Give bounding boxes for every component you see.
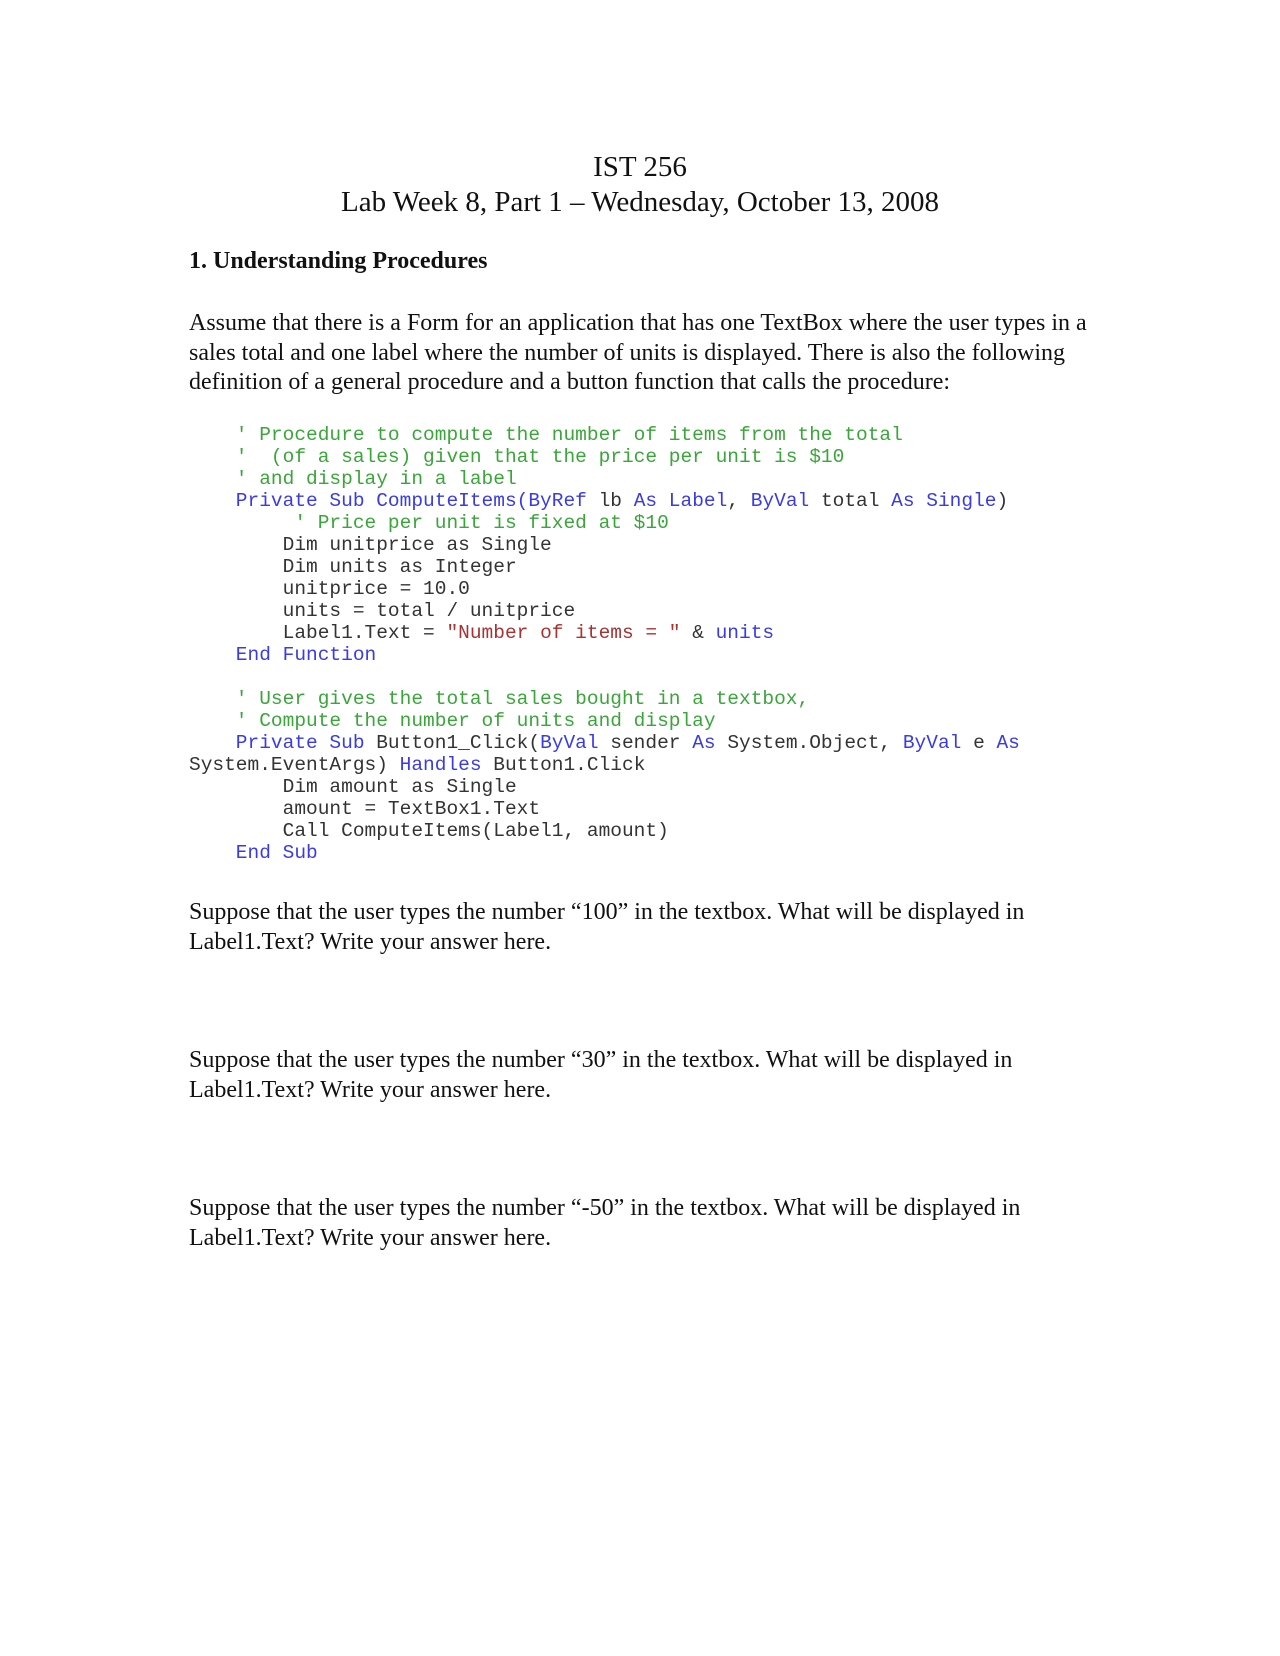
code-text: & [680,622,716,644]
code-string: "Number of items = " [446,622,681,644]
code-line [189,600,1189,622]
code-text: Call ComputeItems(Label1, amount) [189,820,669,842]
code-line [189,666,1189,688]
code-comment: ' Compute the number of units and display [189,710,716,732]
code-line [189,424,1189,446]
code-line [189,820,1189,842]
code-keyword: units [715,622,775,644]
code-text: sender [610,732,693,754]
code-keyword: ByVal [902,732,974,754]
code-comment: ' (of a sales) given that the price per unit is $10 [189,446,845,468]
code-line [189,732,1189,754]
code-line [189,688,1189,710]
code-line [189,490,1189,512]
code-text: Dim unitprice as Single [189,534,552,556]
code-comment: ' User gives the total sales bought in a textbox, [189,688,810,710]
code-line [189,468,1189,490]
code-keyword: As Label [633,490,728,512]
code-keyword: Private Sub ComputeItems(ByRef [189,490,599,512]
code-keyword: Handles [399,754,494,776]
question-2: Suppose that the user types the number “30” in the textbox. What will be displayed in Label1.Text? Write your answer here. [189,1047,1013,1103]
code-line [189,754,1189,776]
code-text: e [973,732,997,754]
intro-paragraph: Assume that there is a Form for an application that has one TextBox where the user types in a sales total and one label where the number of units is displayed. There is also the following definition of a general procedure and a button function that calls the procedure: [189,310,1087,395]
code-line [189,556,1189,578]
code-line [189,644,1189,666]
code-text: System.Object, [727,732,903,754]
code-keyword: As [996,732,1020,754]
code-text: ) [996,490,1009,512]
code-text: total [820,490,892,512]
code-line [189,776,1189,798]
code-keyword: As Single [891,490,997,512]
code-keyword: End Function [189,644,377,666]
code-keyword: ByVal [750,490,821,512]
code-comment: ' Price per unit is fixed at $10 [189,512,669,534]
section-heading: 1. Understanding Procedures [189,248,488,274]
code-keyword: ByVal [540,732,611,754]
code-comment: ' and display in a label [189,468,517,490]
code-line [189,534,1189,556]
code-keyword: End Sub [189,842,318,864]
question-3: Suppose that the user types the number “-50” in the textbox. What will be displayed in Label1.Text? Write your answer here. [189,1195,1021,1251]
code-line [189,710,1189,732]
lab-title: Lab Week 8, Part 1 – Wednesday, October 13, 2008 [340,186,939,218]
code-text: Button1.Click [493,754,646,776]
question-1: Suppose that the user types the number “100” in the textbox. What will be displayed in Label1.Text? Write your answer here. [189,899,1025,955]
code-line [189,622,1189,644]
code-text: Dim units as Integer [189,556,517,578]
code-comment: ' Procedure to compute the number of items from the total [189,424,903,446]
code-line [189,578,1189,600]
code-text: , [727,490,751,512]
code-text: amount = TextBox1.Text [189,798,541,820]
code-text: Label1.Text = [189,622,447,644]
code-listing [189,424,1189,864]
code-text: System.EventArgs) [189,754,400,776]
course-title: IST 256 [593,151,687,183]
code-text: unitprice = 10.0 [189,578,470,600]
code-keyword: Private Sub [189,732,377,754]
code-text: Button1_Click( [376,732,541,754]
code-line [189,512,1189,534]
code-line [189,798,1189,820]
code-line [189,842,1189,864]
code-text: Dim amount as Single [189,776,517,798]
code-keyword: As [692,732,728,754]
code-text: units = total / unitprice [189,600,576,622]
code-text: lb [598,490,634,512]
code-line [189,446,1189,468]
